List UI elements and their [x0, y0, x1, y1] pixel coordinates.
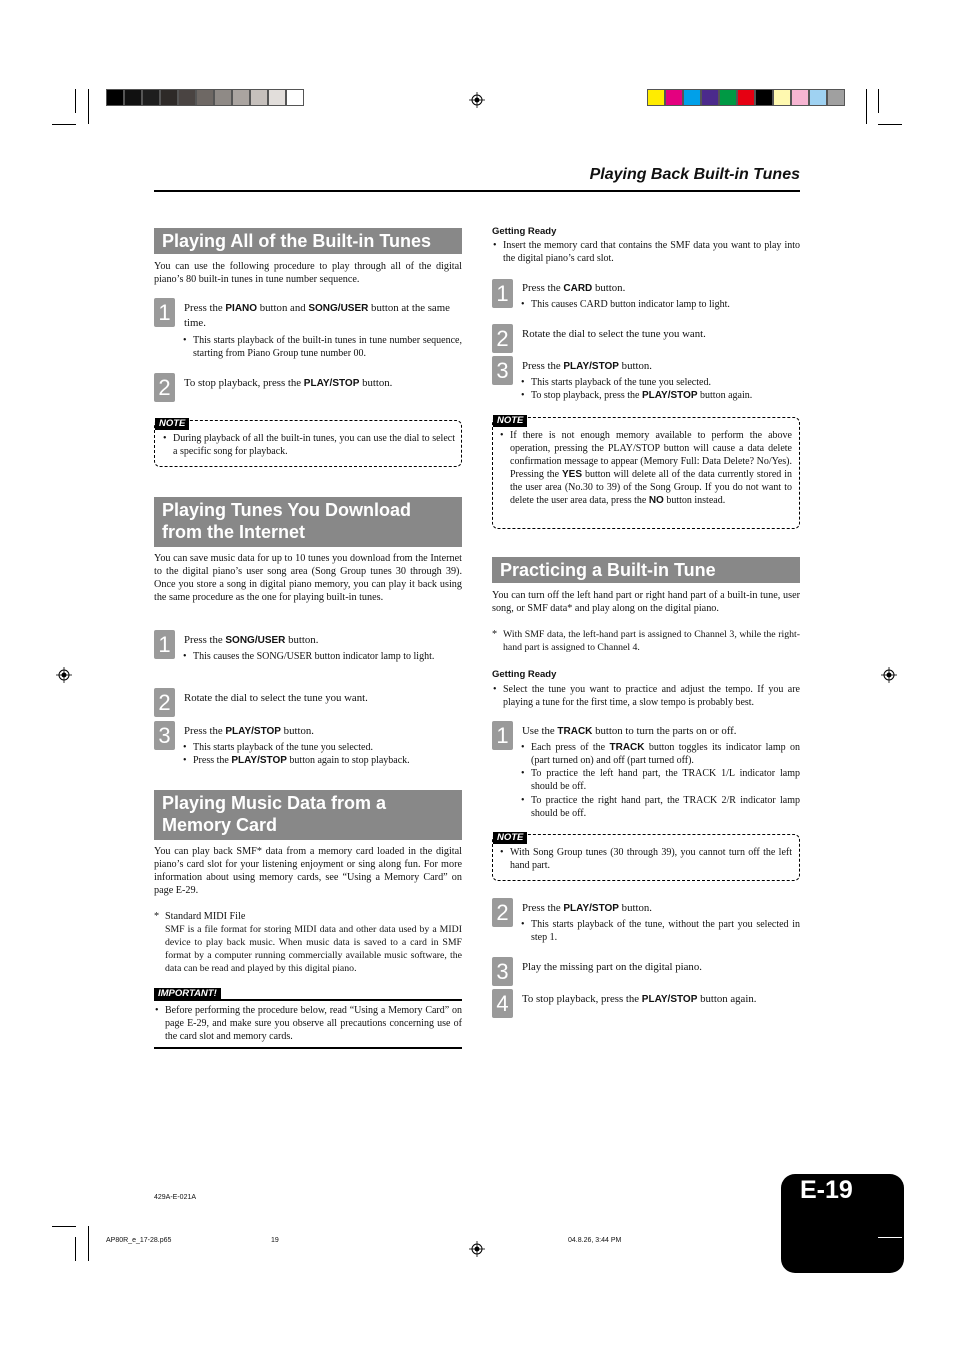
card-step1: Press the CARD button.	[522, 282, 626, 294]
color-swatch	[250, 89, 268, 106]
practicing-step1-bullet1: • Each press of the TRACK button toggles its indicator lamp on (part turned on) and off (part turned off).	[521, 742, 800, 766]
section-title-memory-card: Playing Music Data from a Memory Card	[154, 790, 462, 840]
practicing-note-text: • With Song Group tunes (30 through 39), you cannot turn off the left hand part.	[500, 847, 792, 871]
getting-ready-heading: Getting Ready	[492, 226, 557, 237]
practicing-intro: You can turn off the left hand part or right hand part of a built-in tune, user song, or SMF data* and play along on the digital piano.	[492, 590, 800, 614]
important-label: IMPORTANT!	[154, 988, 221, 1000]
important-rule-bottom	[154, 1047, 462, 1049]
play-all-note-text: • During playback of all the built-in tunes, you can use the dial to select a specific song for playback.	[163, 433, 455, 457]
color-swatch	[106, 89, 124, 106]
smf-footnote-text: SMF is a file format for storing MIDI data and other data used by a MIDI device to play back music. When music data is saved to a card in SMF format by a computer running commercially available music software, the data can be read and played by this digital piano.	[165, 924, 462, 974]
download-step3-bullet2: • Press the PLAY/STOP button again to stop playback.	[183, 755, 410, 766]
note-label: NOTE	[493, 832, 527, 844]
practicing-step1-bullet3: • To practice the right hand part, the TRACK 2/R indicator lamp should be off.	[521, 795, 800, 819]
important-text: • Before performing the procedure below, read “Using a Memory Card” on page E-29, and make sure you observe all precautions concerning use of the card slot and memory cards.	[155, 1005, 462, 1042]
color-swatch	[701, 89, 719, 106]
registration-mark-icon	[881, 667, 897, 683]
color-swatch	[196, 89, 214, 106]
step-number: 3	[154, 721, 175, 750]
download-step2: Rotate the dial to select the tune you want.	[184, 692, 368, 704]
registration-mark-icon	[469, 92, 485, 108]
color-swatch	[160, 89, 178, 106]
footer-filename: AP80R_e_17-28.p65	[106, 1237, 172, 1244]
color-swatch	[737, 89, 755, 106]
color-swatch	[755, 89, 773, 106]
practicing-step3: Play the missing part on the digital piano.	[522, 961, 702, 973]
color-swatch	[232, 89, 250, 106]
footer-page: 19	[271, 1237, 279, 1244]
getting-ready-heading: Getting Ready	[492, 669, 557, 680]
note-label: NOTE	[155, 418, 189, 430]
card-step3: Press the PLAY/STOP button.	[522, 360, 652, 372]
color-swatch	[683, 89, 701, 106]
step-number: 2	[154, 688, 175, 717]
card-step3-bullet2: • To stop playback, press the PLAY/STOP button again.	[521, 390, 753, 401]
color-swatch	[178, 89, 196, 106]
color-swatch	[665, 89, 683, 106]
card-note-text: • If there is not enough memory available to perform the above operation, pressing the PLAY/STOP button will cause a data delete confirmation message to appear (Memory Full: Data Delete? No/Yes). Pressing the YES button will delete all of the data currently stored in the user area (No.30 to 39) of the Song Group. If you do not want to delete the user area data, press the NO button instead.	[500, 430, 793, 506]
page-number: E-19	[800, 1176, 853, 1204]
registration-mark-icon	[469, 1241, 485, 1257]
color-swatch	[124, 89, 142, 106]
header-rule	[154, 190, 800, 192]
card-step3-bullet1: • This starts playback of the tune you selected.	[521, 377, 711, 388]
footnote-asterisk: *	[154, 911, 160, 922]
step-number: 1	[154, 630, 175, 659]
memory-card-intro: You can play back SMF* data from a memory card loaded in the digital piano’s card slot for your listening enjoyment or sing along fun. For more information about using memory cards, see “Using a Memory Card” on page E-29.	[154, 846, 462, 896]
section-title-practicing: Practicing a Built-in Tune	[492, 557, 800, 583]
download-intro: You can save music data for up to 10 tunes you download from the Internet to the digital piano’s user song area (Song Group tunes 30 through 39). Once you store a song in digital piano memory, you can play it back using the same procedure as the one for playing built-in tunes.	[154, 553, 462, 603]
section-title-play-all: Playing All of the Built-in Tunes	[154, 228, 462, 254]
practicing-step4: To stop playback, press the PLAY/STOP button again.	[522, 993, 757, 1005]
play-all-step2: To stop playback, press the PLAY/STOP button.	[184, 377, 393, 389]
step-number: 3	[492, 957, 513, 986]
play-all-step1-bullet: • This starts playback of the built-in tunes in tune number sequence, starting from Piano Group tune number 00.	[183, 335, 462, 359]
step-number: 2	[492, 324, 513, 353]
download-step3: Press the PLAY/STOP button.	[184, 725, 314, 737]
color-swatch	[809, 89, 827, 106]
color-swatch	[773, 89, 791, 106]
footer-date: 04.8.26, 3:44 PM	[568, 1237, 622, 1244]
running-header: Playing Back Built-in Tunes	[589, 166, 800, 183]
practicing-getting-ready-bullet: • Select the tune you want to practice and adjust the tempo. If you are playing a tune for the first time, a slow tempo is probably best.	[493, 684, 800, 708]
color-swatch	[286, 89, 304, 106]
download-step1: Press the SONG/USER button.	[184, 634, 319, 646]
practicing-footnote: With SMF data, the left-hand part is assigned to Channel 3, while the right-hand part is assigned to Channel 4.	[503, 629, 800, 653]
card-step2: Rotate the dial to select the tune you want.	[522, 328, 706, 340]
play-all-intro: You can use the following procedure to play through all of the digital piano’s 80 built-in tunes in tune number sequence.	[154, 261, 462, 285]
practicing-step2-bullet: • This starts playback of the tune, without the part you selected in step 1.	[521, 919, 800, 943]
download-step3-bullet1: • This starts playback of the tune you selected.	[183, 742, 373, 753]
crop-mark-over-tab	[878, 1237, 902, 1238]
practicing-step1: Use the TRACK button to turn the parts on or off.	[522, 725, 737, 737]
getting-ready-bullet: • Insert the memory card that contains the SMF data you want to play into the digital piano’s card slot.	[493, 240, 800, 264]
play-all-step1: Press the PIANO button and SONG/USER button at the same time.	[184, 302, 450, 329]
step-number: 1	[154, 298, 175, 327]
color-swatch	[647, 89, 665, 106]
practicing-step2: Press the PLAY/STOP button.	[522, 902, 652, 914]
color-swatch	[827, 89, 845, 106]
step-number: 4	[492, 989, 513, 1018]
footnote-asterisk: *	[492, 629, 498, 640]
card-step1-bullet: • This causes CARD button indicator lamp to light.	[521, 299, 730, 310]
doc-code: 429A-E-021A	[154, 1194, 197, 1201]
note-label: NOTE	[493, 415, 527, 427]
registration-mark-icon	[56, 667, 72, 683]
important-rule-top	[154, 999, 462, 1001]
color-swatch	[791, 89, 809, 106]
step-number: 1	[492, 279, 513, 308]
color-swatch	[214, 89, 232, 106]
step-number: 2	[492, 898, 513, 927]
smf-footnote-head: Standard MIDI File	[165, 911, 246, 922]
section-title-download: Playing Tunes You Download from the Internet	[154, 497, 462, 547]
step-number: 1	[492, 721, 513, 750]
color-swatch	[719, 89, 737, 106]
color-swatch	[142, 89, 160, 106]
download-step1-bullet: • This causes the SONG/USER button indicator lamp to light.	[183, 651, 435, 662]
step-number: 2	[154, 373, 175, 402]
color-swatch	[268, 89, 286, 106]
step-number: 3	[492, 356, 513, 385]
practicing-step1-bullet2: • To practice the left hand part, the TRACK 1/L indicator lamp should be off.	[521, 768, 800, 792]
